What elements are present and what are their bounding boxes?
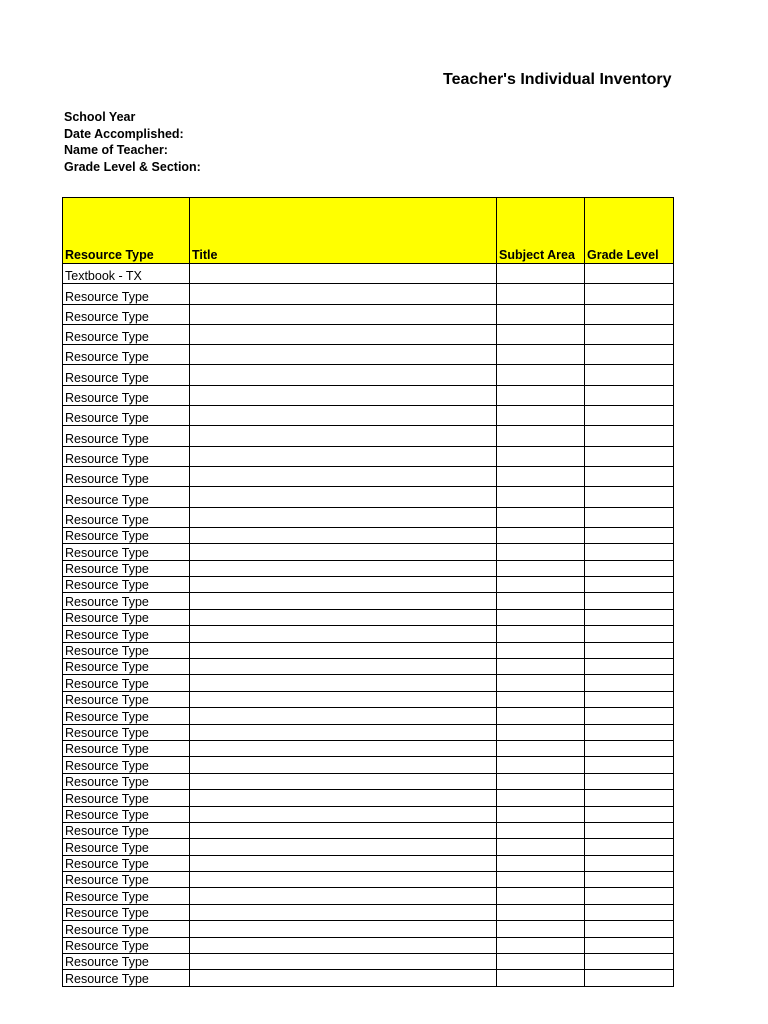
cell-resource-type: Resource Type xyxy=(63,888,190,904)
table-row xyxy=(63,507,674,527)
cell-grade-level xyxy=(585,872,674,888)
cell-title xyxy=(190,855,497,871)
cell-subject-area xyxy=(497,609,585,625)
table-row xyxy=(63,658,674,674)
cell-title xyxy=(190,406,497,426)
cell-title xyxy=(190,577,497,593)
cell-grade-level xyxy=(585,970,674,986)
table-row xyxy=(63,560,674,576)
table-row xyxy=(63,426,674,446)
cell-resource-type: Resource Type xyxy=(63,724,190,740)
table-row xyxy=(63,466,674,486)
cell-subject-area xyxy=(497,446,585,466)
cell-title xyxy=(190,527,497,543)
cell-grade-level xyxy=(585,937,674,953)
cell-grade-level xyxy=(585,954,674,970)
table-row xyxy=(63,365,674,385)
cell-resource-type: Resource Type xyxy=(63,904,190,920)
table-row xyxy=(63,888,674,904)
cell-resource-type: Resource Type xyxy=(63,855,190,871)
table-row xyxy=(63,790,674,806)
cell-subject-area xyxy=(497,921,585,937)
cell-subject-area xyxy=(497,544,585,560)
cell-subject-area xyxy=(497,790,585,806)
inventory-table-body xyxy=(63,264,674,987)
table-row xyxy=(63,822,674,838)
cell-resource-type: Resource Type xyxy=(63,487,190,507)
table-row xyxy=(63,544,674,560)
cell-title xyxy=(190,872,497,888)
table-row xyxy=(63,937,674,953)
cell-subject-area xyxy=(497,304,585,324)
header-grade-level: Grade Level xyxy=(585,198,674,264)
table-row xyxy=(63,304,674,324)
cell-title xyxy=(190,708,497,724)
document-fields xyxy=(64,109,201,175)
cell-resource-type: Resource Type xyxy=(63,839,190,855)
cell-title xyxy=(190,921,497,937)
cell-resource-type: Resource Type xyxy=(63,691,190,707)
cell-title xyxy=(190,466,497,486)
cell-title xyxy=(190,937,497,953)
cell-grade-level xyxy=(585,487,674,507)
cell-resource-type: Resource Type xyxy=(63,527,190,543)
cell-grade-level xyxy=(585,855,674,871)
cell-grade-level xyxy=(585,264,674,284)
table-row xyxy=(63,904,674,920)
cell-resource-type: Resource Type xyxy=(63,970,190,986)
cell-grade-level xyxy=(585,466,674,486)
cell-resource-type: Resource Type xyxy=(63,446,190,466)
cell-subject-area xyxy=(497,822,585,838)
cell-title xyxy=(190,304,497,324)
cell-title xyxy=(190,487,497,507)
cell-subject-area xyxy=(497,466,585,486)
cell-resource-type: Resource Type xyxy=(63,921,190,937)
cell-resource-type: Resource Type xyxy=(63,954,190,970)
cell-resource-type: Resource Type xyxy=(63,822,190,838)
cell-subject-area xyxy=(497,708,585,724)
cell-subject-area xyxy=(497,954,585,970)
cell-subject-area xyxy=(497,773,585,789)
cell-grade-level xyxy=(585,790,674,806)
cell-title xyxy=(190,790,497,806)
cell-title xyxy=(190,385,497,405)
cell-grade-level xyxy=(585,708,674,724)
cell-subject-area xyxy=(497,675,585,691)
table-row xyxy=(63,385,674,405)
cell-subject-area xyxy=(497,560,585,576)
table-row xyxy=(63,708,674,724)
cell-grade-level xyxy=(585,365,674,385)
cell-resource-type: Resource Type xyxy=(63,345,190,365)
table-row xyxy=(63,642,674,658)
cell-subject-area xyxy=(497,724,585,740)
cell-grade-level xyxy=(585,839,674,855)
cell-grade-level xyxy=(585,642,674,658)
cell-subject-area xyxy=(497,365,585,385)
cell-resource-type: Resource Type xyxy=(63,426,190,446)
grade-section-label: Grade Level & Section: xyxy=(64,159,201,174)
cell-resource-type: Resource Type xyxy=(63,507,190,527)
document-title: Teacher's Individual Inventory xyxy=(443,71,672,88)
cell-grade-level xyxy=(585,304,674,324)
cell-title xyxy=(190,609,497,625)
cell-subject-area xyxy=(497,426,585,446)
cell-grade-level xyxy=(585,446,674,466)
cell-grade-level xyxy=(585,324,674,344)
school-year-label: School Year xyxy=(64,110,136,124)
cell-title xyxy=(190,264,497,284)
cell-resource-type: Resource Type xyxy=(63,365,190,385)
cell-title xyxy=(190,626,497,642)
table-row xyxy=(63,626,674,642)
table-row xyxy=(63,345,674,365)
cell-grade-level xyxy=(585,658,674,674)
cell-subject-area xyxy=(497,872,585,888)
cell-grade-level xyxy=(585,675,674,691)
cell-title xyxy=(190,888,497,904)
cell-resource-type: Resource Type xyxy=(63,544,190,560)
cell-title xyxy=(190,839,497,855)
cell-grade-level xyxy=(585,577,674,593)
cell-title xyxy=(190,658,497,674)
cell-resource-type: Resource Type xyxy=(63,790,190,806)
table-row xyxy=(63,839,674,855)
cell-grade-level xyxy=(585,822,674,838)
cell-subject-area xyxy=(497,855,585,871)
header-resource-type: Resource Type xyxy=(63,198,190,264)
cell-subject-area xyxy=(497,385,585,405)
table-row xyxy=(63,855,674,871)
cell-subject-area xyxy=(497,642,585,658)
cell-grade-level xyxy=(585,593,674,609)
cell-subject-area xyxy=(497,345,585,365)
cell-title xyxy=(190,691,497,707)
cell-title xyxy=(190,740,497,756)
table-row xyxy=(63,609,674,625)
cell-subject-area xyxy=(497,284,585,304)
table-row xyxy=(63,806,674,822)
cell-subject-area xyxy=(497,593,585,609)
cell-resource-type: Resource Type xyxy=(63,324,190,344)
cell-subject-area xyxy=(497,577,585,593)
table-row xyxy=(63,773,674,789)
cell-grade-level xyxy=(585,609,674,625)
cell-resource-type: Resource Type xyxy=(63,642,190,658)
cell-resource-type: Resource Type xyxy=(63,577,190,593)
cell-resource-type: Textbook - TX xyxy=(63,264,190,284)
cell-subject-area xyxy=(497,806,585,822)
cell-subject-area xyxy=(497,757,585,773)
cell-subject-area xyxy=(497,740,585,756)
date-accomplished-label: Date Accomplished: xyxy=(64,126,184,141)
cell-title xyxy=(190,426,497,446)
cell-title xyxy=(190,345,497,365)
table-row xyxy=(63,954,674,970)
table-row xyxy=(63,872,674,888)
cell-resource-type: Resource Type xyxy=(63,872,190,888)
cell-title xyxy=(190,593,497,609)
cell-resource-type: Resource Type xyxy=(63,385,190,405)
cell-title xyxy=(190,324,497,344)
cell-subject-area xyxy=(497,970,585,986)
cell-resource-type: Resource Type xyxy=(63,466,190,486)
cell-grade-level xyxy=(585,904,674,920)
cell-grade-level xyxy=(585,284,674,304)
cell-title xyxy=(190,822,497,838)
cell-grade-level xyxy=(585,888,674,904)
cell-grade-level xyxy=(585,560,674,576)
header-subject-area: Subject Area xyxy=(497,198,585,264)
cell-subject-area xyxy=(497,527,585,543)
table-row xyxy=(63,724,674,740)
cell-resource-type: Resource Type xyxy=(63,284,190,304)
cell-subject-area xyxy=(497,937,585,953)
table-row xyxy=(63,757,674,773)
cell-title xyxy=(190,773,497,789)
cell-title xyxy=(190,560,497,576)
cell-grade-level xyxy=(585,544,674,560)
cell-title xyxy=(190,757,497,773)
cell-subject-area xyxy=(497,888,585,904)
cell-title xyxy=(190,544,497,560)
cell-resource-type: Resource Type xyxy=(63,609,190,625)
cell-grade-level xyxy=(585,406,674,426)
cell-resource-type: Resource Type xyxy=(63,593,190,609)
table-row xyxy=(63,324,674,344)
cell-title xyxy=(190,284,497,304)
cell-grade-level xyxy=(585,806,674,822)
table-row xyxy=(63,577,674,593)
cell-resource-type: Resource Type xyxy=(63,560,190,576)
cell-title xyxy=(190,724,497,740)
cell-resource-type: Resource Type xyxy=(63,658,190,674)
table-header-row xyxy=(63,198,674,264)
cell-grade-level xyxy=(585,773,674,789)
cell-title xyxy=(190,365,497,385)
cell-title xyxy=(190,642,497,658)
cell-subject-area xyxy=(497,324,585,344)
cell-resource-type: Resource Type xyxy=(63,937,190,953)
cell-title xyxy=(190,970,497,986)
cell-resource-type: Resource Type xyxy=(63,740,190,756)
table-row xyxy=(63,284,674,304)
cell-subject-area xyxy=(497,691,585,707)
table-row xyxy=(63,406,674,426)
cell-grade-level xyxy=(585,385,674,405)
cell-title xyxy=(190,806,497,822)
cell-title xyxy=(190,954,497,970)
table-row xyxy=(63,691,674,707)
table-row xyxy=(63,487,674,507)
table-row xyxy=(63,970,674,986)
cell-grade-level xyxy=(585,527,674,543)
cell-title xyxy=(190,904,497,920)
inventory-table xyxy=(62,197,674,987)
cell-resource-type: Resource Type xyxy=(63,675,190,691)
cell-subject-area xyxy=(497,839,585,855)
table-row xyxy=(63,527,674,543)
cell-grade-level xyxy=(585,921,674,937)
cell-title xyxy=(190,507,497,527)
cell-resource-type: Resource Type xyxy=(63,806,190,822)
cell-grade-level xyxy=(585,740,674,756)
cell-subject-area xyxy=(497,904,585,920)
cell-grade-level xyxy=(585,691,674,707)
table-row xyxy=(63,264,674,284)
cell-resource-type: Resource Type xyxy=(63,406,190,426)
cell-subject-area xyxy=(497,658,585,674)
cell-grade-level xyxy=(585,507,674,527)
cell-grade-level xyxy=(585,626,674,642)
cell-grade-level xyxy=(585,757,674,773)
header-title: Title xyxy=(190,198,497,264)
table-row xyxy=(63,740,674,756)
cell-subject-area xyxy=(497,487,585,507)
cell-resource-type: Resource Type xyxy=(63,626,190,642)
cell-grade-level xyxy=(585,724,674,740)
table-row xyxy=(63,675,674,691)
table-row xyxy=(63,593,674,609)
cell-grade-level xyxy=(585,426,674,446)
teacher-name-label: Name of Teacher: xyxy=(64,143,168,157)
cell-subject-area xyxy=(497,264,585,284)
cell-resource-type: Resource Type xyxy=(63,708,190,724)
cell-resource-type: Resource Type xyxy=(63,773,190,789)
cell-subject-area xyxy=(497,626,585,642)
cell-subject-area xyxy=(497,507,585,527)
cell-grade-level xyxy=(585,345,674,365)
table-row xyxy=(63,446,674,466)
cell-resource-type: Resource Type xyxy=(63,757,190,773)
cell-title xyxy=(190,675,497,691)
cell-title xyxy=(190,446,497,466)
cell-resource-type: Resource Type xyxy=(63,304,190,324)
cell-subject-area xyxy=(497,406,585,426)
table-row xyxy=(63,921,674,937)
